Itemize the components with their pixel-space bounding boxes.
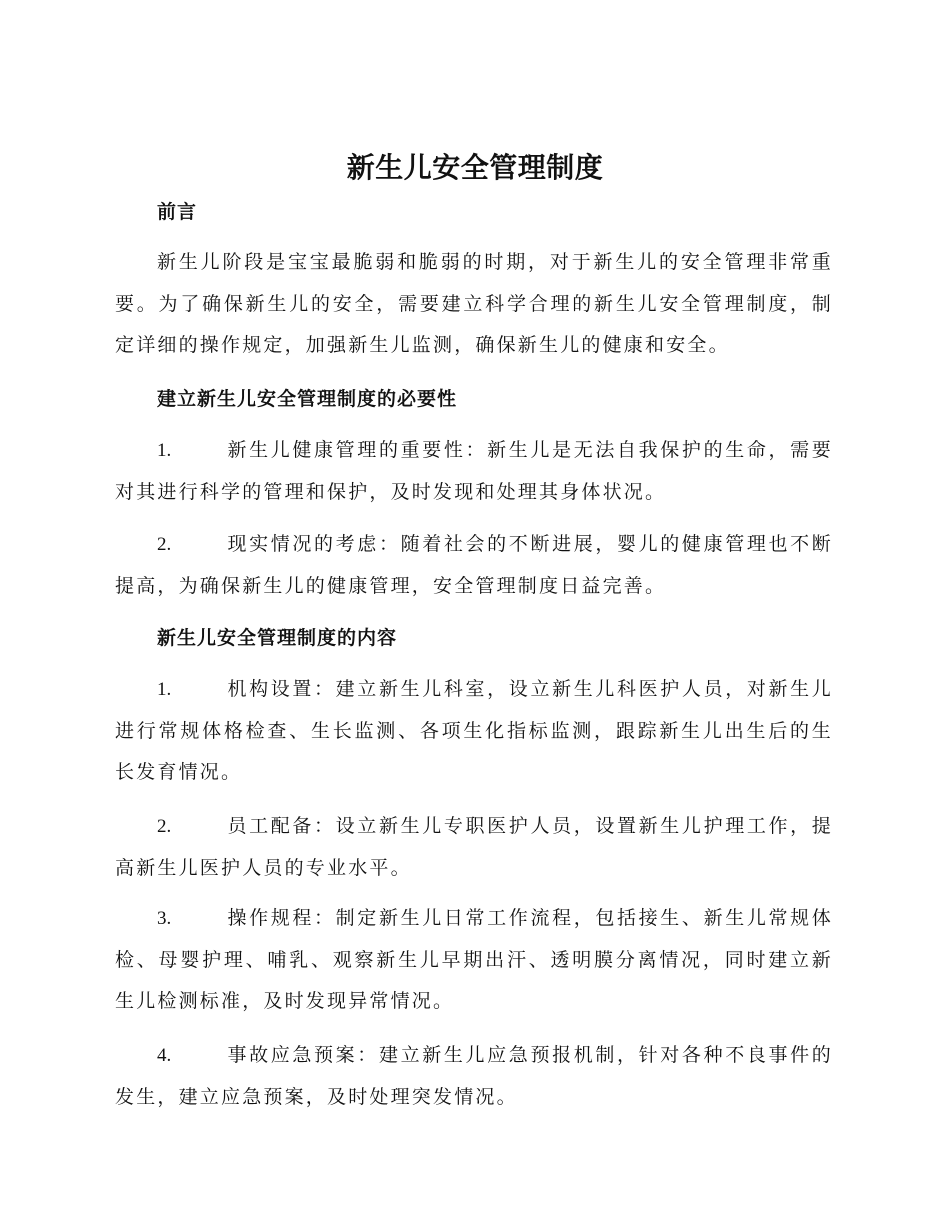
list-item-number: 2. bbox=[157, 816, 172, 837]
list-item-text: 事故应急预案：建立新生儿应急预报机制，针对各种不良事件的发生，建立应急预案，及时处理突发情况。 bbox=[115, 1044, 833, 1108]
document-title: 新生儿安全管理制度 bbox=[346, 151, 604, 184]
list-item-text: 现实情况的考虑：随着社会的不断进展，婴儿的健康管理也不断提高，为确保新生儿的健康管理，安全管理制度日益完善。 bbox=[115, 533, 833, 597]
section-heading-necessity: 建立新生儿安全管理制度的必要性 bbox=[157, 388, 458, 410]
list-item-number: 1. bbox=[157, 440, 172, 461]
list-item-text: 新生儿健康管理的重要性：新生儿是无法自我保护的生命，需要对其进行科学的管理和保护，及时发现和处理其身体状况。 bbox=[115, 439, 833, 503]
list-item bbox=[115, 669, 833, 794]
list-item bbox=[115, 1035, 833, 1118]
preface-paragraph: 新生儿阶段是宝宝最脆弱和脆弱的时期，对于新生儿的安全管理非常重要。为了确保新生儿的安全，需要建立科学合理的新生儿安全管理制度，制定详细的操作规定，加强新生儿监测，确保新生儿的健康和安全。 bbox=[115, 251, 833, 356]
section-heading-content: 新生儿安全管理制度的内容 bbox=[157, 627, 398, 649]
list-item-text: 操作规程：制定新生儿日常工作流程，包括接生、新生儿常规体检、母婴护理、哺乳、观察新生儿早期出汗、透明膜分离情况，同时建立新生儿检测标准，及时发现异常情况。 bbox=[115, 907, 833, 1012]
list-item bbox=[115, 524, 833, 607]
list-item-number: 1. bbox=[157, 679, 172, 700]
list-item-text: 员工配备：设立新生儿专职医护人员，设置新生儿护理工作，提高新生儿医护人员的专业水平。 bbox=[115, 815, 833, 879]
list-item bbox=[115, 898, 833, 1023]
list-item-number: 3. bbox=[157, 908, 172, 929]
list-item bbox=[115, 806, 833, 889]
list-item bbox=[115, 430, 833, 513]
list-item-number: 4. bbox=[157, 1045, 172, 1066]
list-item-text: 机构设置：建立新生儿科室，设立新生儿科医护人员，对新生儿进行常规体格检查、生长监测、各项生化指标监测，跟踪新生儿出生后的生长发育情况。 bbox=[115, 678, 833, 783]
list-item-number: 2. bbox=[157, 534, 172, 555]
section-heading-preface: 前言 bbox=[157, 201, 198, 223]
